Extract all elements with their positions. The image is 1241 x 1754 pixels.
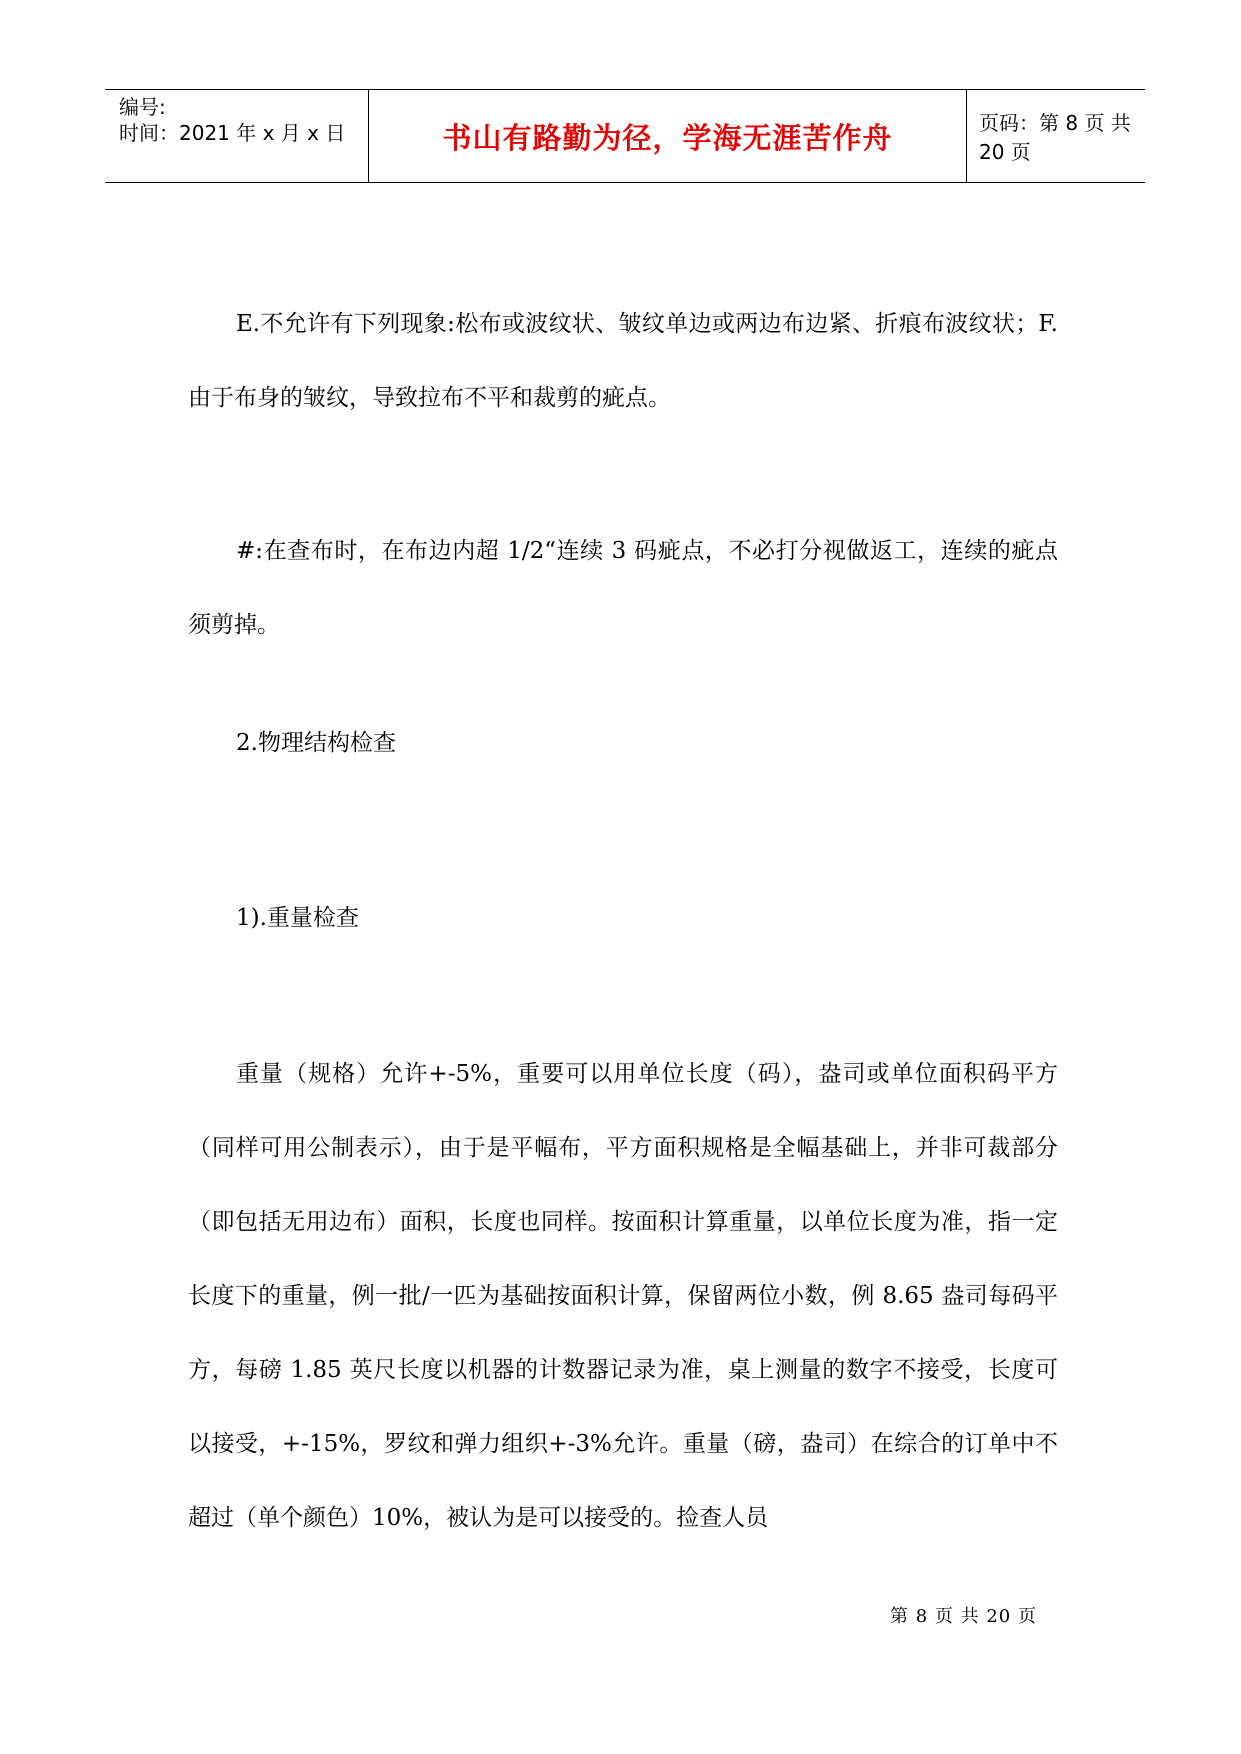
header-page-cell [967,90,1145,182]
page-footer: 第 8 页 共 20 页 [890,1606,1037,1627]
paragraph-inspection-note: #:在查布时，在布边内超 1/2“连续 3 码疵点，不必打分视做返工，连续的疵点须剪掉。 [188,538,1058,638]
subsection-heading-weight-check: 1).重量检查 [236,905,359,931]
header-page-number: 页码：第 8 页 共 20 页 [979,111,1131,164]
document-time-label: 时间：2021 年 x 月 x 日 [119,121,346,145]
header-motto: 书山有路勤为径，学海无涯苦作舟 [442,120,893,155]
page-header [105,89,1145,183]
paragraph-defects-e-f: E.不允许有下列现象:松布或波纹状、皱纹单边或两边布边紧、折痕布波纹状；F.由于布身的皱纹，导致拉布不平和裁剪的疵点。 [188,311,1058,411]
paragraph-weight-spec: 重量（规格）允许+-5%，重要可以用单位长度（码），盎司或单位面积码平方（同样可用公制表示），由于是平幅布，平方面积规格是全幅基础上，并非可裁部分（即包括无用边布）面积，长度也同样。按面积计算重量，以单位长度为准，指一定长度下的重量，例一批/一匹为基础按面积计算，保留两位小数，例 8.65 盎司每码平方，每磅 1.85 英尺长度以机器的计数器记录为准，桌上测量的数字不接受，长度可以接受，+-15%，罗纹和弹力组织+-3%允许。重量（磅，盎司）在综合的订单中不超过（单个颜色）10%，被认为是可以接受的。捡查人员 [188,1061,1058,1531]
header-meta [105,90,369,182]
header-motto-cell [369,90,967,182]
document-number-label: 编号: [119,95,166,119]
section-heading-physical-structure: 2.物理结构检查 [236,730,396,756]
